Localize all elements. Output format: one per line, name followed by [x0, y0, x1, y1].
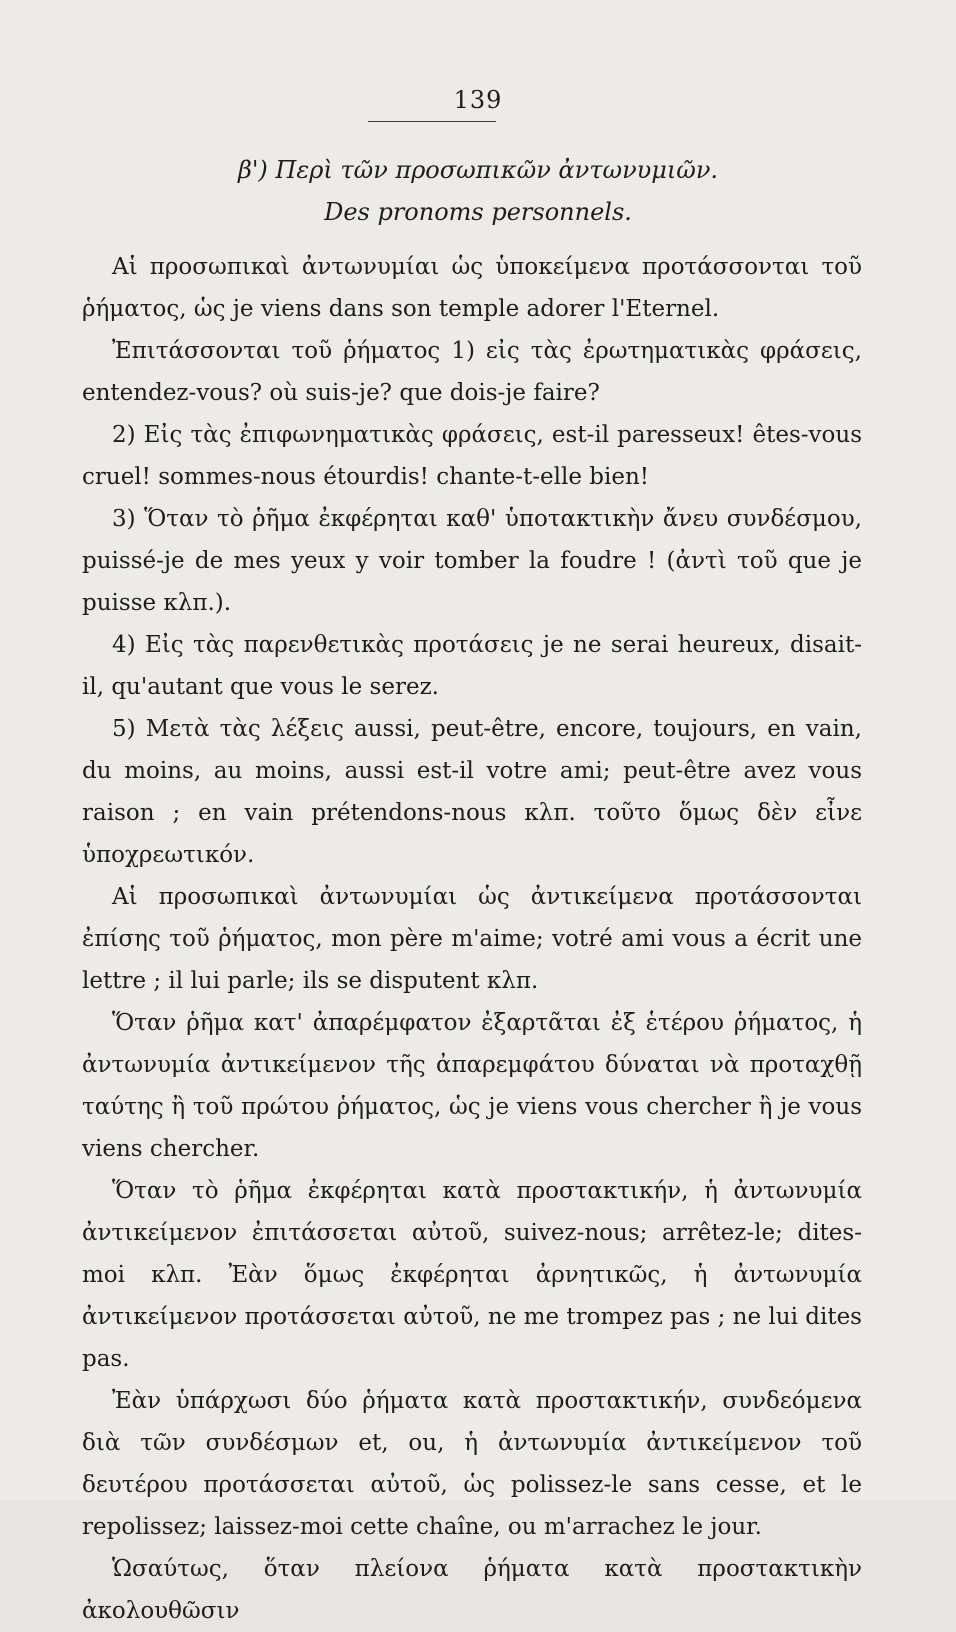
- header-rule: [368, 121, 496, 122]
- paragraph: Ὅταν ῥῆμα κατ' ἀπαρέμφατον ἐξαρτᾶται ἐξ ἑτέρου ῥήματος, ἡ ἀντωνυμία ἀντικείμενον τῆς ἀπαρεμφάτου δύναται νὰ προταχθῇ ταύτης ἢ τοῦ πρώτου ῥήματος, ὡς je viens vous chercher ἢ je vous viens chercher.: [82, 1010, 862, 1162]
- page-number: 139: [453, 86, 503, 114]
- body-text: [82, 246, 862, 1632]
- paragraph: Ὡσαύτως, ὅταν πλείονα ῥήματα κατὰ προστακτικὴν ἀκολουθῶσιν: [82, 1556, 862, 1624]
- section-heading-greek: β') Περὶ τῶν προσωπικῶν ἀντωνυμιῶν.: [237, 156, 719, 184]
- paragraph: Ἐὰν ὑπάρχωσι δύο ῥήματα κατὰ προστακτικήν, συνδεόμενα διὰ τῶν συνδέσμων et, ou, ἡ ἀντωνυμία ἀντικείμενον τοῦ δευτέρου προτάσσεται αὐτοῦ, ὡς polissez-le sans cesse, et le repolissez; laissez-moi cette chaîne, ou m'arrachez le jour.: [82, 1388, 862, 1540]
- paragraph: Ἐπιτάσσονται τοῦ ῥήματος 1) εἰς τὰς ἐρωτηματικὰς φράσεις, entendez-vous? où suis-je? que dois-je faire?: [82, 338, 862, 406]
- paragraph: 2) Εἰς τὰς ἐπιφωνηματικὰς φράσεις, est-il paresseux! êtes-vous cruel! sommes-nous étourdis! chante-t-elle bien!: [82, 422, 862, 490]
- paragraph: 4) Εἰς τὰς παρενθετικὰς προτάσεις je ne serai heureux, disait-il, qu'autant que vous le serez.: [82, 632, 862, 700]
- paragraph: 3) Ὅταν τὸ ῥῆμα ἐκφέρηται καθ' ὑποτακτικὴν ἄνευ συνδέσμου, puissé-je de mes yeux y voir tomber la foudre ! (ἀντὶ τοῦ que je puisse κλπ.).: [82, 506, 862, 616]
- section-heading-french: Des pronoms personnels.: [324, 198, 632, 226]
- paragraph: Αἱ προσωπικαὶ ἀντωνυμίαι ὡς ὑποκείμενα προτάσσονται τοῦ ῥήματος, ὡς je viens dans son temple adorer l'Eternel.: [82, 254, 862, 322]
- paragraph: Ὅταν τὸ ῥῆμα ἐκφέρηται κατὰ προστακτικήν, ἡ ἀντωνυμία ἀντικείμενον ἐπιτάσσεται αὐτοῦ, suivez-nous; arrêtez-le; dites-moi κλπ. Ἐὰν ὅμως ἐκφέρηται ἀρνητικῶς, ἡ ἀντωνυμία ἀντικείμενον προτάσσεται αὐτοῦ, ne me trompez pas ; ne lui dites pas.: [82, 1178, 862, 1372]
- paragraph: 5) Μετὰ τὰς λέξεις aussi, peut-être, encore, toujours, en vain, du moins, au moins, aussi est-il votre ami; peut-être avez vous raison ; en vain prétendons-nous κλπ. τοῦτο ὅμως δὲν εἶνε ὑποχρεωτικόν.: [82, 716, 862, 868]
- paragraph: Αἱ προσωπικαὶ ἀντωνυμίαι ὡς ἀντικείμενα προτάσσονται ἐπίσης τοῦ ῥήματος, mon père m'aime; votré ami vous a écrit une lettre ; il lui parle; ils se disputent κλπ.: [82, 884, 862, 994]
